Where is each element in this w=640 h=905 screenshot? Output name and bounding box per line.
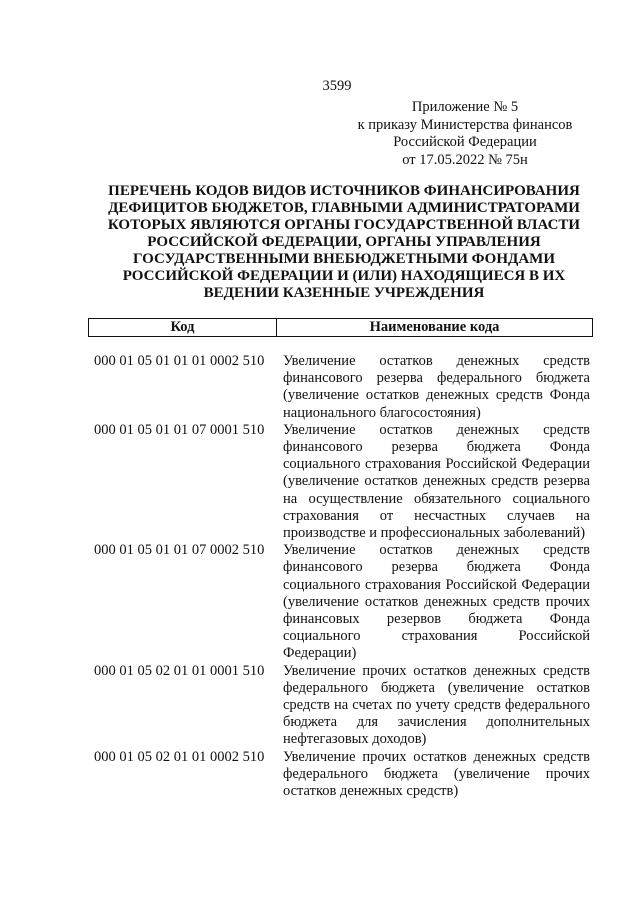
table-body (94, 353, 590, 800)
header-name: Наименование кода (369, 319, 500, 335)
appendix-line-3: Российской Федерации (393, 134, 537, 150)
appendix-block (330, 99, 600, 169)
appendix-line-2: к приказу Министерства финансов (357, 116, 573, 133)
table-row (94, 542, 590, 662)
table-row (94, 353, 590, 422)
row-name: Увеличение остатков денежных средств финансового резерва бюджета Фонда социального страхования Российской Федерации (увеличение остатков денежных средств резерва на осуществление обязательного социального страхования от несчастных случаев на производстве и профессиональных заболеваний) (283, 421, 590, 542)
appendix-line-4: от 17.05.2022 № 75н (402, 151, 528, 168)
row-code: 000 01 05 02 01 01 0001 510 (94, 662, 265, 679)
page-number: 3599 (322, 78, 352, 94)
row-name: Увеличение прочих остатков денежных средств федерального бюджета (увеличение остатков средств на счетах по учету средств федерального бюджета для зачисления дополнительных нефтегазовых доходов) (283, 662, 590, 748)
row-name: Увеличение остатков денежных средств финансового резерва федерального бюджета (увеличение остатков денежных средств Фонда национального благосостояния) (283, 353, 590, 421)
row-code: 000 01 05 01 01 07 0002 510 (94, 542, 265, 559)
row-code: 000 01 05 01 01 07 0001 510 (94, 421, 265, 438)
row-name: Увеличение остатков денежных средств финансового резерва бюджета Фонда социального страхования Российской Федерации (увеличение остатков денежных средств прочих финансовых резервов бюджета Фонда социального страхования Российской Федерации) (283, 542, 590, 662)
table-header (88, 318, 593, 337)
appendix-line-1: Приложение № 5 (411, 99, 519, 115)
table-row (94, 663, 590, 749)
header-code: Код (89, 319, 277, 336)
document-title: ПЕРЕЧЕНЬ КОДОВ ВИДОВ ИСТОЧНИКОВ ФИНАНСИРОВАНИЯ ДЕФИЦИТОВ БЮДЖЕТОВ, ГЛАВНЫМИ АДМИНИСТРАТОРАМИ КОТОРЫХ ЯВЛЯЮТСЯ ОРГАНЫ ГОСУДАРСТВЕННОЙ ВЛАСТИ РОССИЙСКОЙ ФЕДЕРАЦИИ, ОРГАНЫ УПРАВЛЕНИЯ ГОСУДАРСТВЕННЫМИ ВНЕБЮДЖЕТНЫМИ ФОНДАМИ РОССИЙСКОЙ ФЕДЕРАЦИИ И (ИЛИ) НАХОДЯЩИЕСЯ В ИХ ВЕДЕНИИ КАЗЕННЫЕ УЧРЕЖДЕНИЯ (107, 183, 581, 301)
row-code: 000 01 05 01 01 01 0002 510 (94, 353, 265, 369)
table-row (94, 422, 590, 542)
row-code: 000 01 05 02 01 01 0002 510 (94, 748, 265, 765)
table-row (94, 749, 590, 801)
row-name: Увеличение прочих остатков денежных средств федерального бюджета (увеличение прочих остатков денежных средств) (283, 748, 590, 800)
